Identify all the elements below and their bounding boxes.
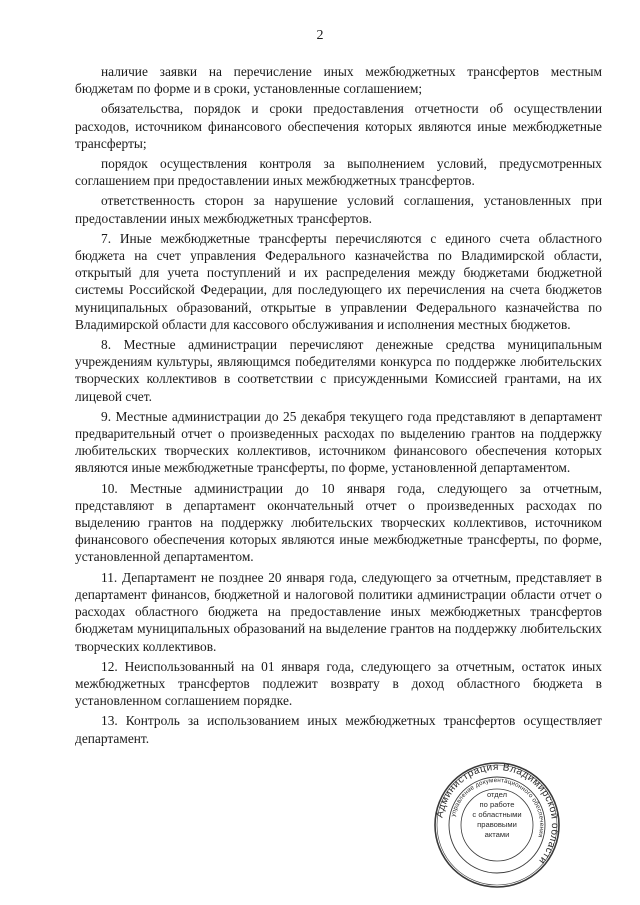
paragraph: наличие заявки на перечисление иных межбюджетных трансфертов местным бюджетам по форме и в сроки, установленные соглашением; [75, 64, 602, 97]
stamp-center-line: с областными [472, 810, 522, 819]
paragraph: порядок осуществления контроля за выполнением условий, предусмотренных соглашением при предоставлении иных межбюджетных трансфертов. [75, 156, 602, 189]
paragraph: ответственность сторон за нарушение условий соглашения, установленных при предоставлении иных межбюджетных трансфертов. [75, 193, 602, 226]
stamp-center-line: отдел [486, 790, 508, 799]
stamp-outer-text: Администрация Владимирской области [434, 761, 561, 867]
paragraph-9: 9. Местные администрации до 25 декабря текущего года представляют в департамент предварительный отчет о произведенных расходах по выделению грантов на поддержку любительских творческих коллективов, источником финансового обеспечения которых являются иные межбюджетные трансферты, по форме, установленной департаментом. [75, 408, 602, 476]
paragraph: обязательства, порядок и сроки предоставления отчетности об осуществлении расходов, источником финансового обеспечения которых являются иные межбюджетные трансферты; [75, 101, 602, 151]
paragraph-12: 12. Неиспользованный на 01 января года, следующего за отчетным, остаток иных межбюджетных трансфертов подлежит возврату в доход областного бюджета в установленном соглашением порядке. [75, 658, 602, 709]
paragraph-11: 11. Департамент не позднее 20 января года, следующего за отчетным, представляет в департамент финансов, бюджетной и налоговой политики администрации области отчет о расходах областного бюджета на предоставление иных межбюджетных трансфертов бюджетам муниципальных образований на выделение грантов на поддержку любительских творческих коллективов. [75, 569, 602, 654]
stamp-inner-text: управление документационного обеспечения [449, 776, 546, 839]
paragraph-7: 7. Иные межбюджетные трансферты перечисляются с единого счета областного бюджета на счет управления Федерального казначейства по Владимирской области, открытый для учета поступлений и их распределения между бюджетами бюджетной системы Российской Федерации, для последующего их перечисления на счета бюджетов муниципальных образований, открытые в управлении Федерального казначейства по Владимирской области для кассового обслуживания и исполнения местных бюджетов. [75, 230, 602, 332]
stamp-center-line: актами [484, 830, 510, 839]
page-number: 2 [316, 28, 324, 43]
stamp-center-line: по работе [479, 800, 515, 809]
paragraph-8: 8. Местные администрации перечисляют денежные средства муниципальным учреждениям культуры, являющимся победителями конкурса по поддержке любительских творческих коллективов в соответствии с присужденными Комиссией грантами, на их лицевой счет. [75, 337, 602, 404]
stamp-center-text [465, 790, 529, 840]
stamp-center-line: правовыми [477, 820, 517, 829]
paragraph-10: 10. Местные администрации до 10 января года, следующего за отчетным, представляют в департамент окончательный отчет о произведенных расходах по выделению грантов на поддержку любительских творческих коллективов, источником финансового обеспечения которых являются иные межбюджетные трансферты, по форме, установленной департаментом. [75, 480, 602, 565]
paragraph-13: 13. Контроль за использованием иных межбюджетных трансфертов осуществляет департамент. [75, 713, 602, 746]
official-stamp [432, 760, 562, 890]
document-body [75, 63, 602, 750]
